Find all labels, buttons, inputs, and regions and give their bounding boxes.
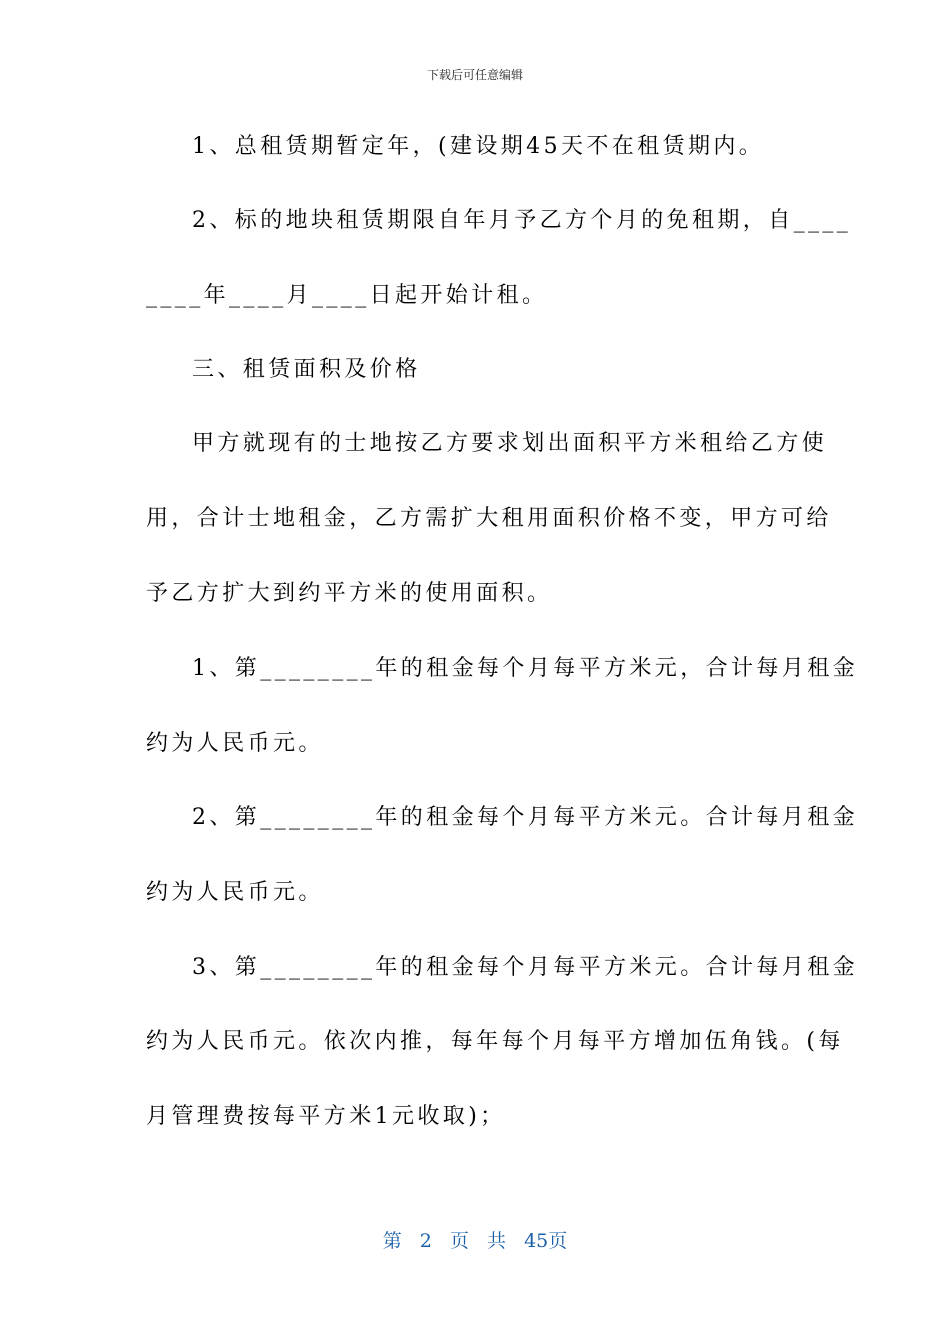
footer-page-number: 2 (419, 1230, 432, 1252)
footer-page-unit: 页 (449, 1230, 469, 1252)
paragraph-line: 2、第________年的租金每个月每平方米元。合计每月租金 (192, 805, 858, 830)
paragraph-line: 3、第________年的租金每个月每平方米元。合计每月租金 (192, 955, 858, 980)
footer-total-label: 共 (487, 1230, 507, 1252)
page-header: 下载后可任意编辑 (426, 68, 523, 82)
paragraph-line: ____年____月____日起开始计租。 (146, 283, 548, 308)
section-heading: 三、租赁面积及价格 (192, 357, 421, 382)
paragraph-line: 约为人民币元。 (146, 880, 324, 905)
paragraph-line: 月管理费按每平方米1元收取)； (146, 1104, 506, 1129)
paragraph-line: 约为人民币元。 (146, 731, 324, 756)
footer-total-pages: 45页 (524, 1230, 568, 1252)
paragraph-line: 予乙方扩大到约平方米的使用面积。 (146, 581, 553, 606)
paragraph-line: 甲方就现有的士地按乙方要求划出面积平方米租给乙方使 (192, 431, 828, 456)
page-footer (0, 1226, 950, 1253)
footer-prefix: 第 (382, 1230, 402, 1252)
paragraph-line: 2、标的地块租赁期限自年月予乙方个月的免租期，自____ (192, 208, 852, 233)
paragraph-line: 1、第________年的租金每个月每平方米元，合计每月租金 (192, 656, 858, 681)
paragraph-line: 约为人民币元。依次内推，每年每个月每平方增加伍角钱。(每 (146, 1029, 844, 1054)
paragraph-line: 用，合计士地租金，乙方需扩大租用面积价格不变，甲方可给 (146, 506, 832, 531)
paragraph-line: 1、总租赁期暂定年，(建设期45天不在租赁期内。 (192, 134, 765, 159)
